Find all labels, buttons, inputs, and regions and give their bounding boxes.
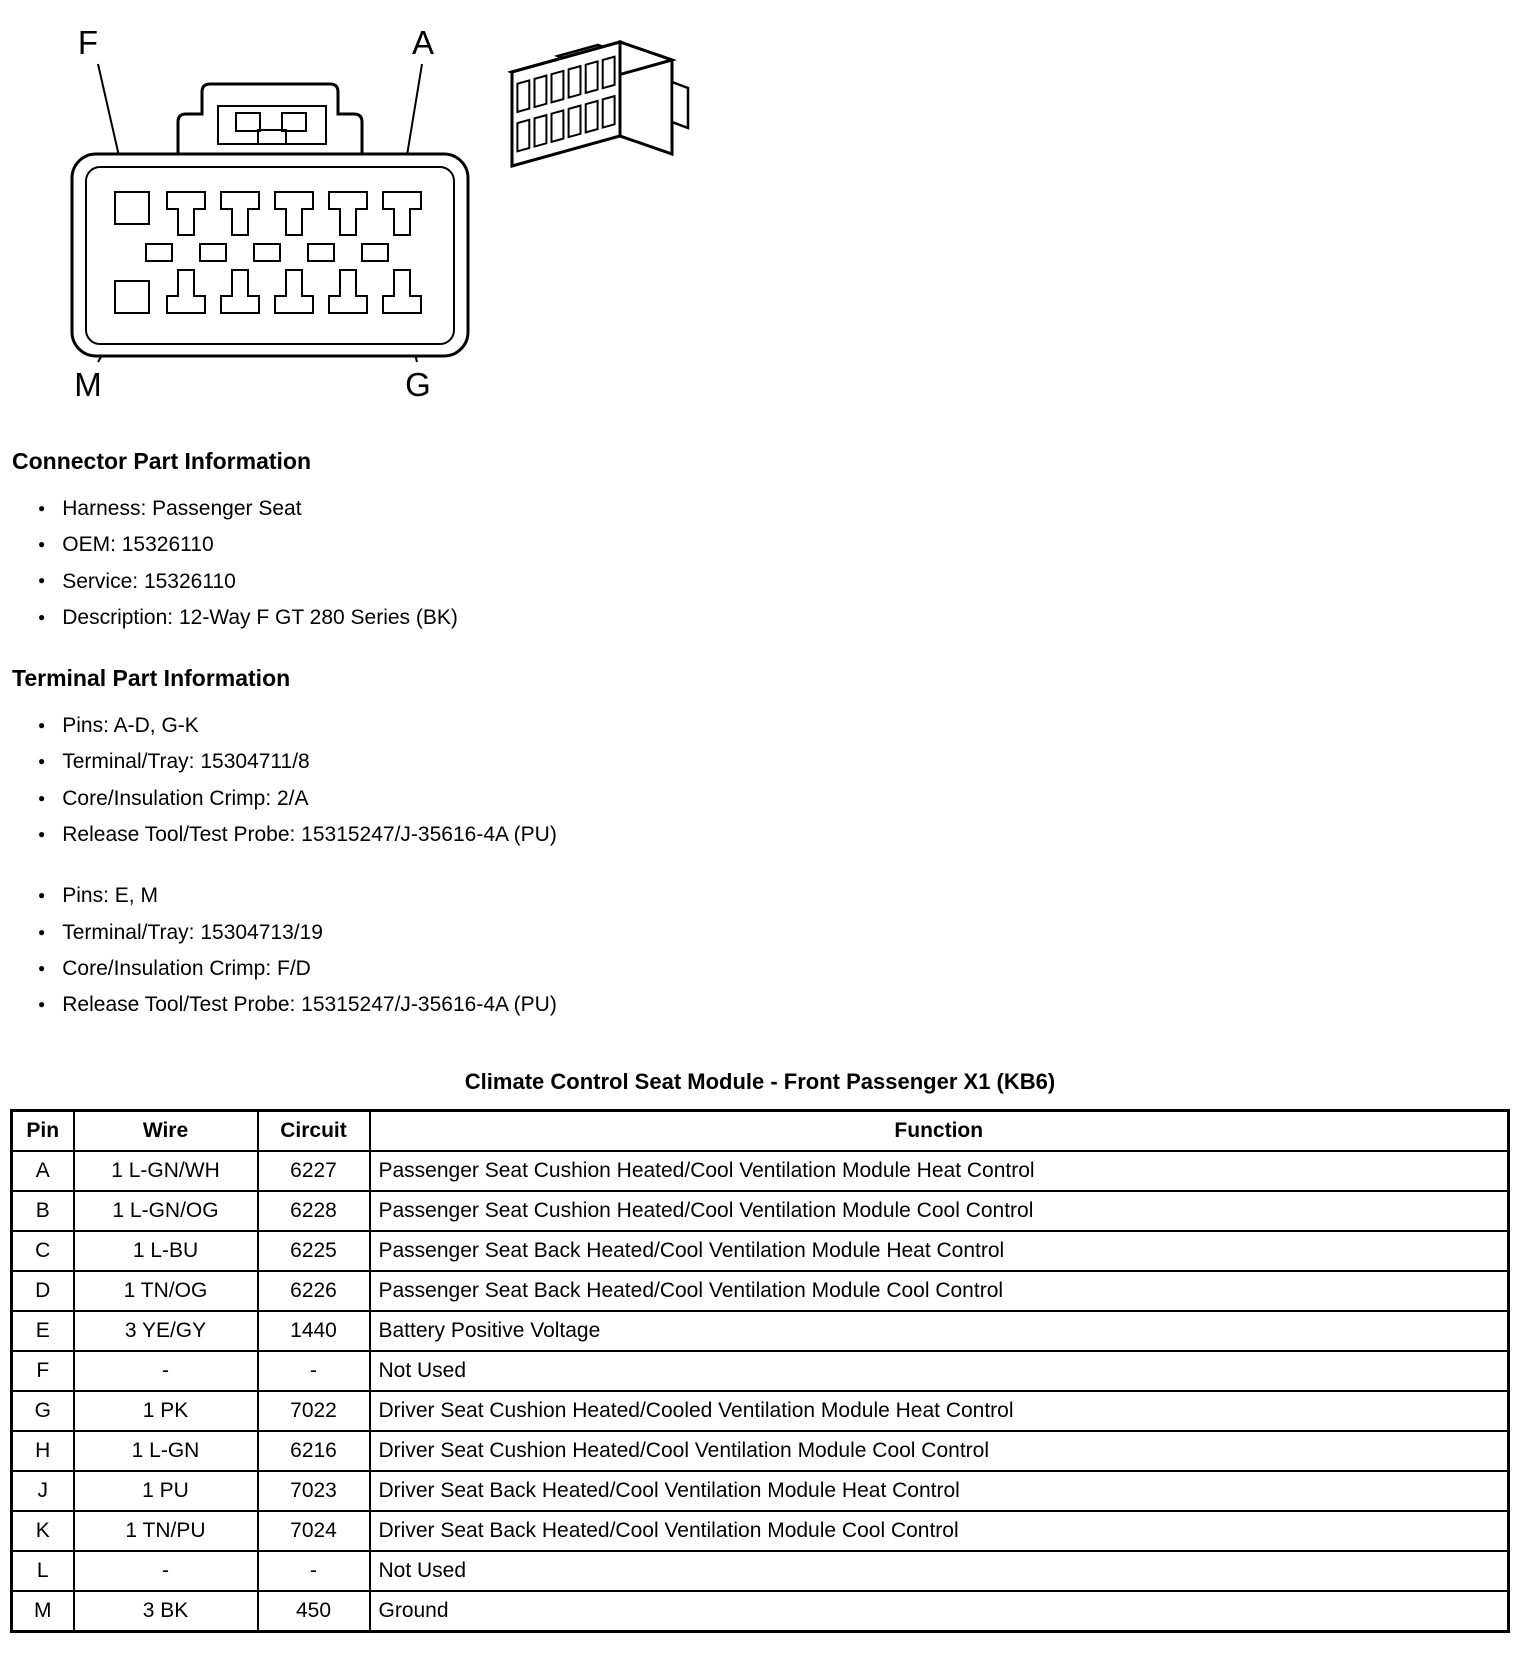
function-cell: Driver Seat Back Heated/Cool Ventilation Module Heat Control <box>370 1471 1509 1511</box>
bullet-text: Harness: Passenger Seat <box>62 497 302 520</box>
table-row <box>12 1551 1509 1591</box>
connector-3d-view <box>512 42 688 166</box>
bullet-icon: ● <box>38 718 46 733</box>
bullet-text: Terminal/Tray: 15304711/8 <box>62 750 310 774</box>
bullet-text: Pins: A-D, G-K <box>62 714 199 738</box>
bullet-item <box>38 882 1510 909</box>
terminal-part-heading: Terminal Part Information <box>12 665 291 692</box>
pin-cell: B <box>12 1191 74 1231</box>
pinout-table-body <box>12 1151 1509 1632</box>
wire-cell: 1 TN/OG <box>74 1271 258 1311</box>
bullet-text: Service: 15326110 <box>62 569 236 593</box>
wire-cell: - <box>74 1551 258 1591</box>
pinout-table <box>10 1109 1510 1633</box>
function-cell: Passenger Seat Back Heated/Cool Ventilation Module Cool Control <box>370 1271 1509 1311</box>
circuit-cell: 6225 <box>258 1231 370 1271</box>
pin-cell: H <box>12 1431 74 1471</box>
function-cell: Battery Positive Voltage <box>370 1311 1509 1351</box>
circuit-cell: 6228 <box>258 1191 370 1231</box>
circuit-cell: 6226 <box>258 1271 370 1311</box>
connector-diagram-svg <box>10 12 750 412</box>
connector-part-list <box>10 495 1510 631</box>
terminal-part-list-1 <box>10 712 1510 848</box>
wire-column-header: Wire <box>74 1110 258 1151</box>
function-cell: Driver Seat Cushion Heated/Cool Ventilation Module Cool Control <box>370 1431 1509 1471</box>
pin-cell: J <box>12 1471 74 1511</box>
wire-cell: 3 BK <box>74 1591 258 1632</box>
function-column-header: Function <box>370 1110 1509 1151</box>
bullet-icon: ● <box>38 573 46 588</box>
table-row <box>12 1391 1509 1431</box>
wire-cell: 1 L-BU <box>74 1231 258 1271</box>
wire-cell: 1 TN/PU <box>74 1511 258 1551</box>
circuit-cell: 6216 <box>258 1431 370 1471</box>
bullet-text: Core/Insulation Crimp: 2/A <box>62 786 309 810</box>
wire-cell: 1 PU <box>74 1471 258 1511</box>
header-row <box>12 1110 1509 1151</box>
function-cell: Passenger Seat Cushion Heated/Cool Ventilation Module Heat Control <box>370 1151 1509 1191</box>
connector-3d-lock-tab <box>672 82 688 128</box>
pin-cell: C <box>12 1231 74 1271</box>
table-row <box>12 1271 1509 1311</box>
connector-part-heading: Connector Part Information <box>12 448 312 474</box>
pin-label-f: F <box>77 24 99 61</box>
circuit-cell: 450 <box>258 1591 370 1632</box>
circuit-cell: - <box>258 1551 370 1591</box>
bullet-icon: ● <box>38 960 46 975</box>
circuit-cell: 7023 <box>258 1471 370 1511</box>
table-row <box>12 1591 1509 1632</box>
pin-label-a: A <box>411 24 435 61</box>
pin-label-g: G <box>405 366 431 403</box>
circuit-cell: 6227 <box>258 1151 370 1191</box>
function-cell: Not Used <box>370 1351 1509 1391</box>
function-cell: Driver Seat Cushion Heated/Cooled Ventilation Module Heat Control <box>370 1391 1509 1431</box>
pin-cell: M <box>12 1591 74 1632</box>
pin-label-m: M <box>74 366 102 403</box>
circuit-column-header: Circuit <box>258 1110 370 1151</box>
bullet-text: Core/Insulation Crimp: F/D <box>62 956 311 980</box>
table-title: Climate Control Seat Module - Front Passenger X1 (KB6) <box>464 1068 1056 1094</box>
table-row <box>12 1511 1509 1551</box>
pin-cell: E <box>12 1311 74 1351</box>
bullet-icon: ● <box>38 500 46 515</box>
connector-body-outline <box>72 154 468 356</box>
function-cell: Driver Seat Back Heated/Cool Ventilation Module Cool Control <box>370 1511 1509 1551</box>
pin-cell: G <box>12 1391 74 1431</box>
bullet-item <box>38 955 1510 982</box>
function-cell: Passenger Seat Cushion Heated/Cool Ventilation Module Cool Control <box>370 1191 1509 1231</box>
circuit-cell: 7022 <box>258 1391 370 1431</box>
bullet-item <box>38 919 1510 946</box>
bullet-item <box>38 568 1510 595</box>
table-row <box>12 1351 1509 1391</box>
bullet-icon: ● <box>38 924 46 939</box>
pin-cell: K <box>12 1511 74 1551</box>
bullet-item <box>38 604 1510 631</box>
pin-cell: L <box>12 1551 74 1591</box>
table-row <box>12 1151 1509 1191</box>
wire-cell: 1 L-GN/OG <box>74 1191 258 1231</box>
bullet-item <box>38 785 1510 812</box>
bullet-text: OEM: 15326110 <box>62 533 214 557</box>
bullet-item <box>38 495 1510 522</box>
table-row <box>12 1231 1509 1271</box>
wire-cell: 1 L-GN/WH <box>74 1151 258 1191</box>
circuit-cell: - <box>258 1351 370 1391</box>
connector-front-view <box>72 24 468 403</box>
bullet-icon: ● <box>38 537 46 552</box>
bullet-text: Terminal/Tray: 15304713/19 <box>62 920 323 944</box>
wire-cell: 3 YE/GY <box>74 1311 258 1351</box>
bullet-text: Pins: E, M <box>62 884 158 908</box>
circuit-cell: 1440 <box>258 1311 370 1351</box>
table-row <box>12 1471 1509 1511</box>
bullet-text: Description: 12-Way F GT 280 Series (BK) <box>62 605 458 629</box>
function-cell: Ground <box>370 1591 1509 1632</box>
bullet-item <box>38 991 1510 1018</box>
bullet-item <box>38 748 1510 775</box>
bullet-icon: ● <box>38 754 46 769</box>
connector-latch-outline <box>178 84 362 156</box>
bullet-icon: ● <box>38 888 46 903</box>
bullet-icon: ● <box>38 609 46 624</box>
circuit-cell: 7024 <box>258 1511 370 1551</box>
bullet-text: Release Tool/Test Probe: 15315247/J-35616-4A (PU) <box>62 993 557 1017</box>
bullet-icon: ● <box>38 997 46 1012</box>
function-cell: Passenger Seat Back Heated/Cool Ventilation Module Heat Control <box>370 1231 1509 1271</box>
bullet-icon: ● <box>38 790 46 805</box>
bullet-item <box>38 712 1510 739</box>
pinout-table-head <box>12 1110 1509 1151</box>
bullet-item <box>38 821 1510 848</box>
pin-column-header: Pin <box>12 1110 74 1151</box>
bullet-text: Release Tool/Test Probe: 15315247/J-35616-4A (PU) <box>62 823 557 847</box>
pin-cell: F <box>12 1351 74 1391</box>
wire-cell: 1 PK <box>74 1391 258 1431</box>
terminal-part-list-2 <box>10 882 1510 1018</box>
wire-cell: 1 L-GN <box>74 1431 258 1471</box>
function-cell: Not Used <box>370 1551 1509 1591</box>
table-row <box>12 1191 1509 1231</box>
table-row <box>12 1431 1509 1471</box>
table-row <box>12 1311 1509 1351</box>
bullet-item <box>38 531 1510 558</box>
wire-cell: - <box>74 1351 258 1391</box>
bullet-icon: ● <box>38 826 46 841</box>
connector-diagram <box>10 12 1510 412</box>
pin-cell: A <box>12 1151 74 1191</box>
pin-cell: D <box>12 1271 74 1311</box>
